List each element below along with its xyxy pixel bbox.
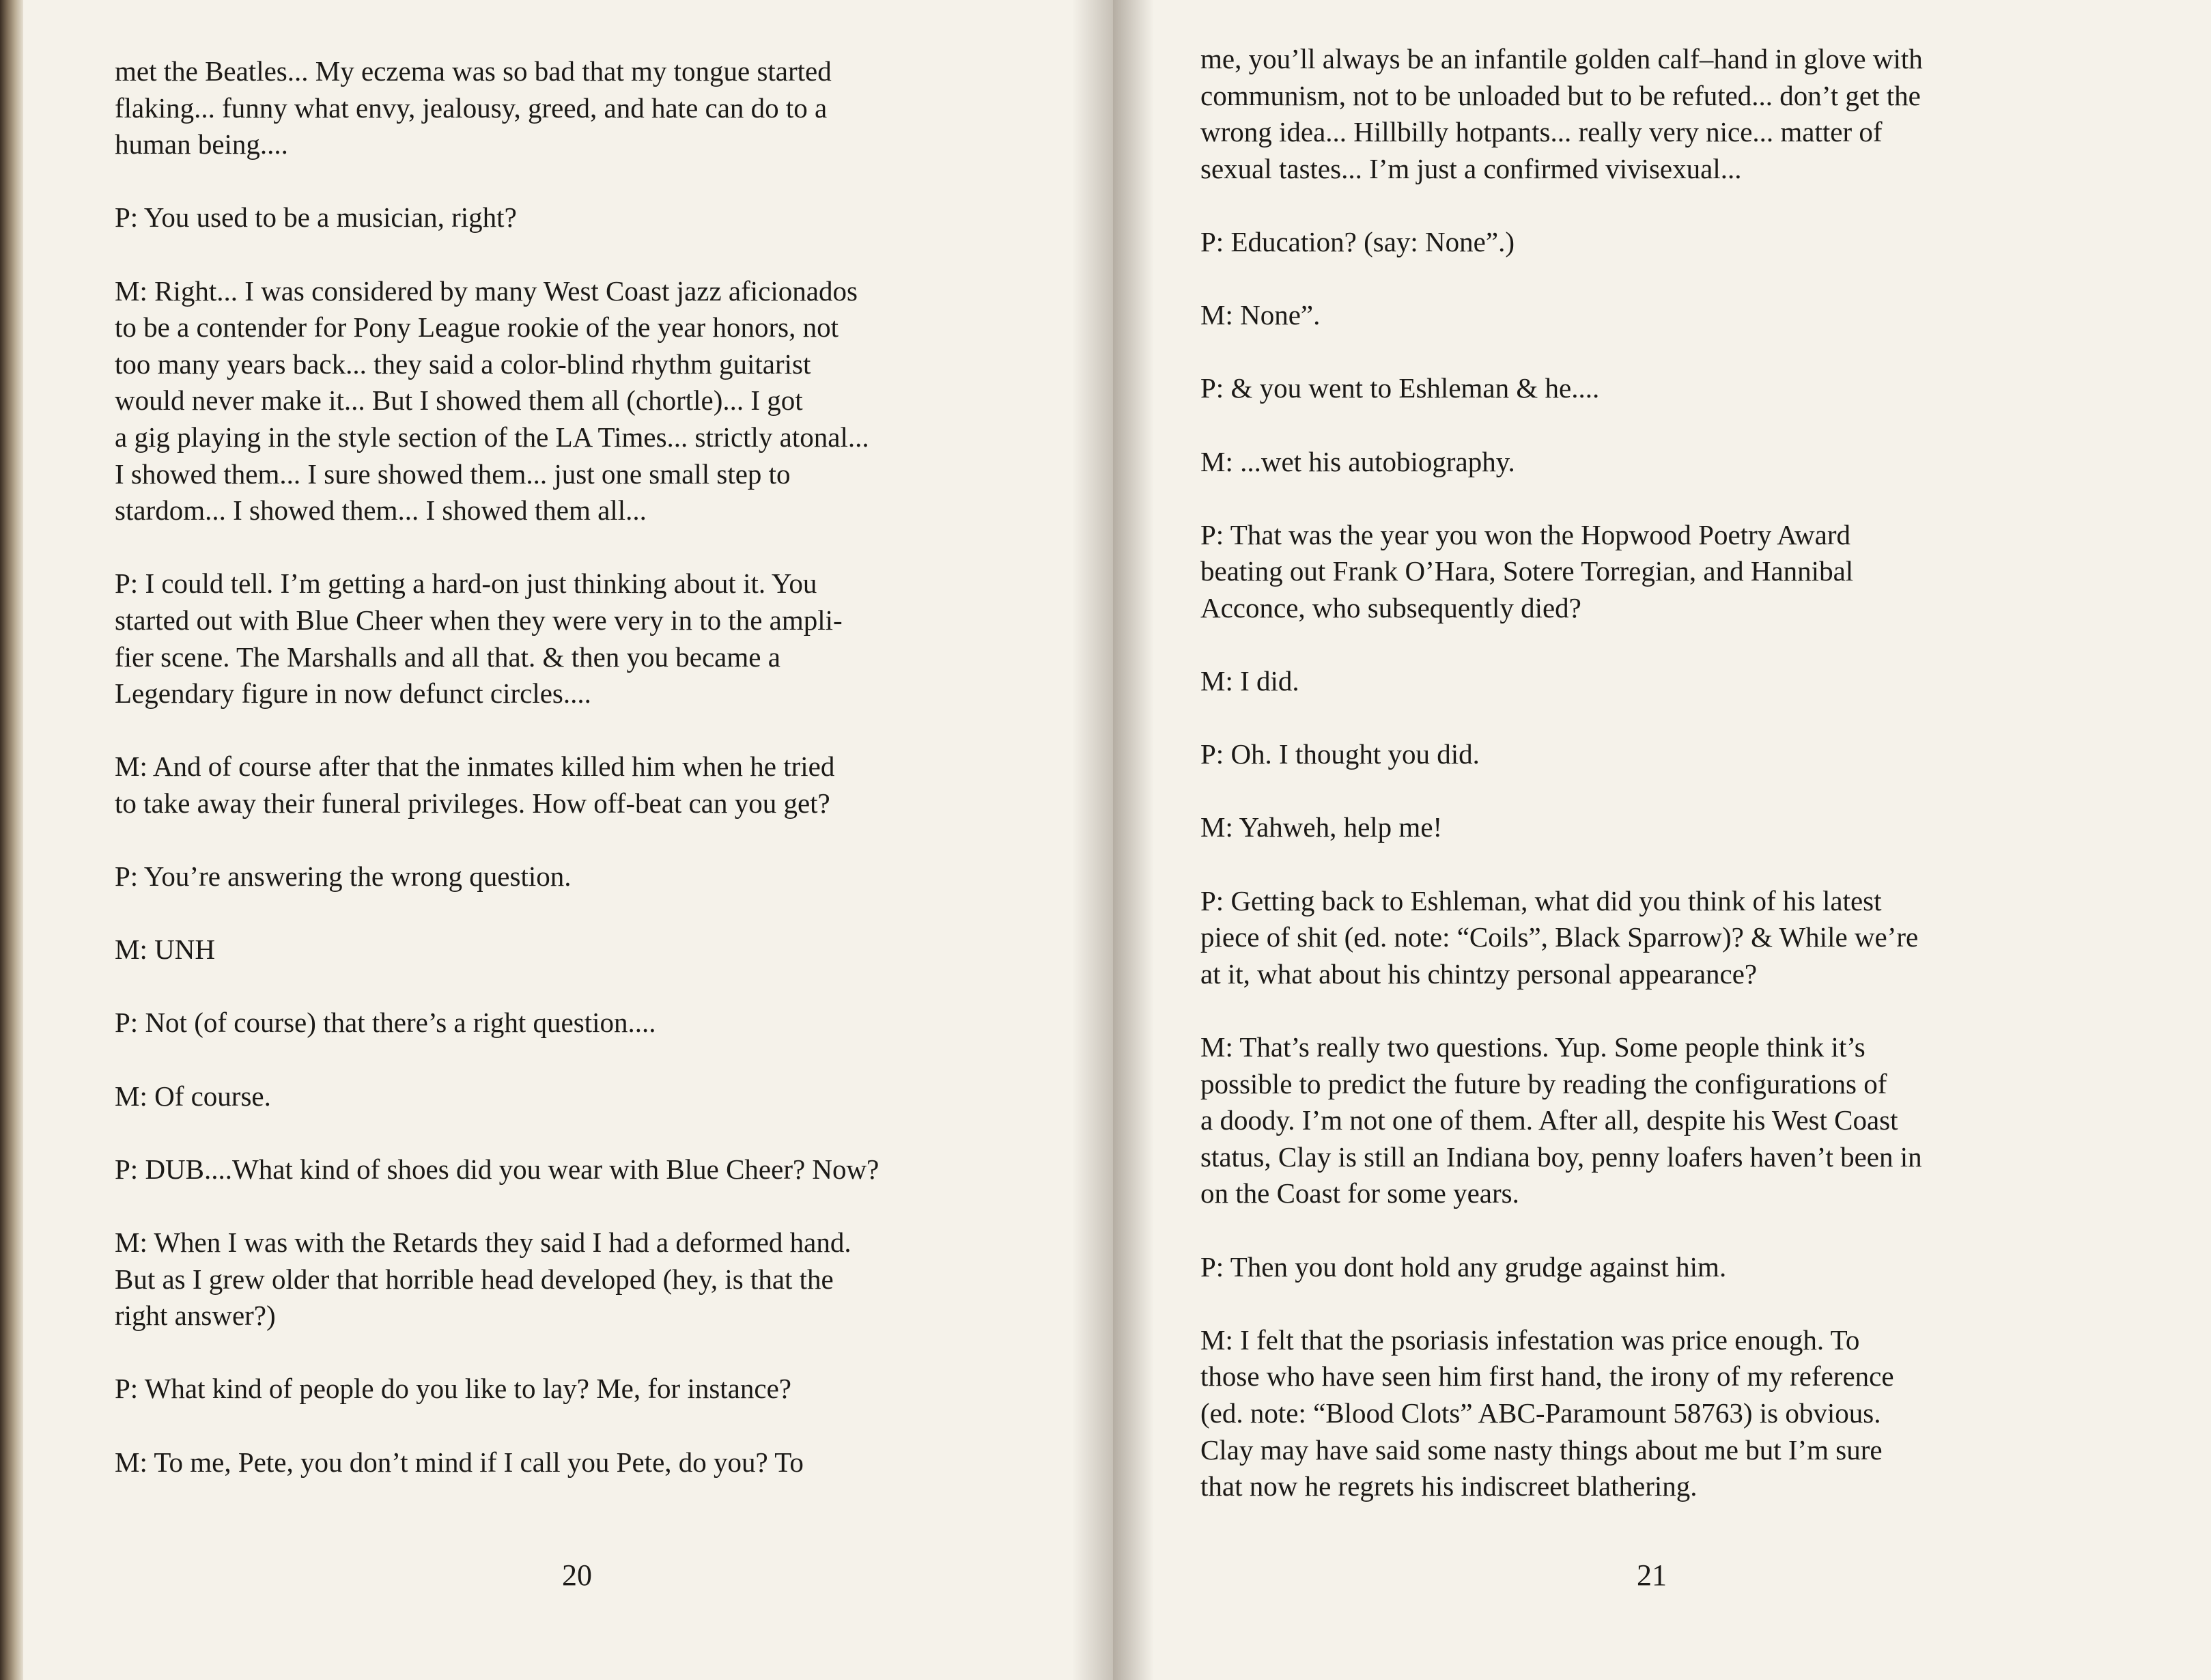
paragraph: M: Of course. <box>115 1080 271 1112</box>
paragraph: M: Right... I was considered by many West Coast jazz aficionados to be a contender for Pony League rookie of the year honors, not too many years back... they said a color-blind rhythm guitarist would never make it... But I showed them all (chortle)... I got a gig playing in the style section of the LA Times... strictly atonal... I showed them... I sure showed them... just one small step to stardom... I showed them... I showed them all... <box>115 275 869 527</box>
paragraph: P: What kind of people do you like to lay? Me, for instance? <box>115 1373 791 1405</box>
paragraph: met the Beatles... My eczema was so bad that my tongue started flaking... funny what envy, jealousy, greed, and hate can do to a human being.... <box>115 55 832 160</box>
paragraph: P: You’re answering the wrong question. <box>115 860 572 893</box>
left-page-text <box>115 53 1038 1481</box>
paragraph: M: UNH <box>115 934 215 966</box>
paragraph: P: Getting back to Eshleman, what did you think of his latest piece of shit (ed. note: “Coils”, Black Sparrow)? & While we’re at it, what about his chintzy personal appearance? <box>1200 884 1919 990</box>
paragraph: M: When I was with the Retards they said I had a deformed hand. But as I grew older that horrible head developed (hey, is that the right answer?) <box>115 1227 851 1332</box>
paragraph: M: And of course after that the inmates killed him when he tried to take away their funeral privileges. How off-beat can you get? <box>115 751 835 819</box>
paragraph: M: That’s really two questions. Yup. Some people think it’s possible to predict the future by reading the configurations of a doody. I’m not one of them. After all, despite his West Coast status, Clay is still an Indiana boy, penny loafers haven’t been in on the Coast for some years. <box>1200 1031 1922 1209</box>
paragraph: M: None”. <box>1200 299 1321 331</box>
right-page-text <box>1200 41 2136 1505</box>
paragraph: P: DUB....What kind of shoes did you wear with Blue Cheer? Now? <box>115 1153 879 1185</box>
paragraph: M: Yahweh, help me! <box>1200 811 1443 843</box>
right-page <box>1113 0 2211 1680</box>
paragraph: P: Not (of course) that there’s a right question.... <box>115 1007 656 1039</box>
paragraph: P: That was the year you won the Hopwood Poetry Award beating out Frank O’Hara, Sotere Torregian, and Hannibal Acconce, who subsequently died? <box>1200 518 1854 624</box>
paragraph: me, you’ll always be an infantile golden calf–hand in glove with communism, not to be unloaded but to be refuted... don’t get the wrong idea... Hillbilly hotpants... really very nice... matter of sexual tastes... I’m just a confirmed vivisexual... <box>1200 43 1923 184</box>
paragraph: P: Oh. I thought you did. <box>1200 738 1480 770</box>
paragraph: P: I could tell. I’m getting a hard-on just thinking about it. You started out with Blue Cheer when they were very in to the ampli- fier scene. The Marshalls and all that. & then you became a Legendary figure in now defunct circles.... <box>115 568 843 710</box>
paragraph: M: I did. <box>1200 665 1299 697</box>
paragraph: M: To me, Pete, you don’t mind if I call you Pete, do you? To <box>115 1446 804 1478</box>
page-number: 21 <box>1637 1558 1667 1592</box>
paragraph: M: I felt that the psoriasis infestation was price enough. To those who have seen him first hand, the irony of my reference (ed. note: “Blood Clots” ABC-Paramount 58763) is obvious. Clay may have said some nasty things about me but I’m sure that now he regrets his indiscreet blathering. <box>1200 1324 1894 1502</box>
paragraph: P: & you went to Eshleman & he.... <box>1200 372 1600 404</box>
page-number: 20 <box>562 1558 592 1592</box>
paragraph: M: ...wet his autobiography. <box>1200 445 1515 477</box>
paragraph: P: Then you dont hold any grudge against him. <box>1200 1250 1727 1283</box>
paragraph: P: Education? (say: None”.) <box>1200 225 1515 257</box>
paragraph: P: You used to be a musician, right? <box>115 201 517 234</box>
